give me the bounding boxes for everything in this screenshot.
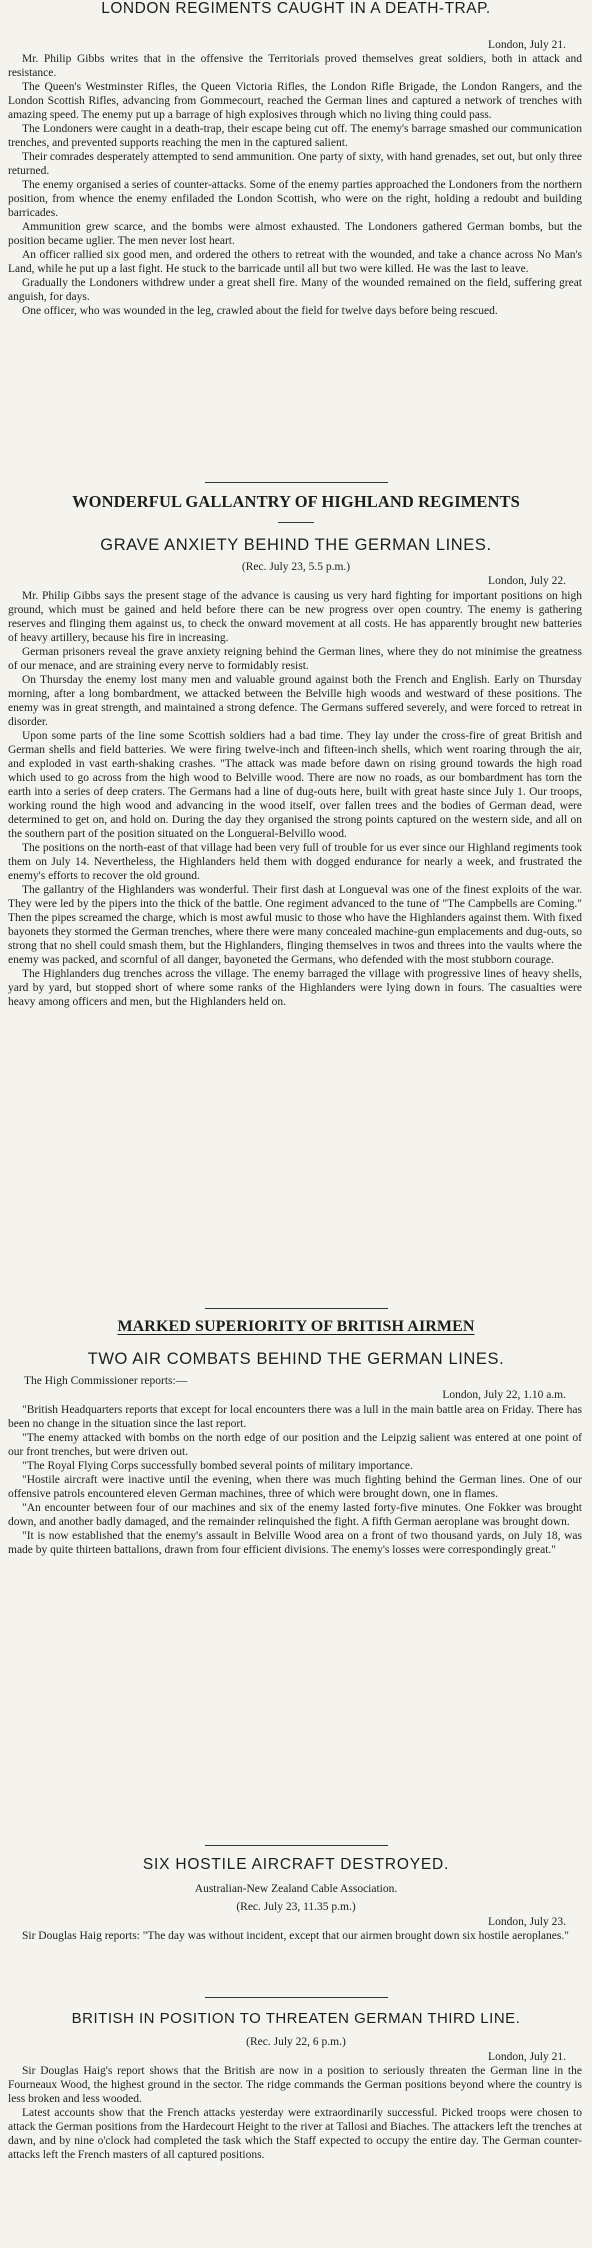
paragraph: Sir Douglas Haig reports: "The day was without incident, except that our airmen brought down six hostile aeroplanes." [22, 1929, 569, 1942]
article-body [8, 1929, 582, 1943]
headline: WONDERFUL GALLANTRY OF HIGHLAND REGIMENTS [72, 492, 520, 511]
paragraph: The enemy organised a series of counter-attacks. Some of the enemy parties approached the Londoners from the northern position, from whence the enemy enfiladed the London Scottish, who were on the right, holding a redoubt and building barricades. [8, 179, 582, 220]
article-british-airmen [0, 1318, 592, 1557]
subheadline: GRAVE ANXIETY BEHIND THE GERMAN LINES. [100, 535, 492, 554]
intro-line: The High Commissioner reports:— [24, 1375, 188, 1388]
paragraph: The gallantry of the Highlanders was wonderful. Their first dash at Longueval was one of the finest exploits of the war. They were led by the pipers into the thick of the battle. One regiment advanced to the tune of "The Campbells are Coming." Then the pipes screamed the charge, which is most awful music to those who have the Highlanders against them. With fixed bayonets they stormed the German trenches, where there were many concealed machine-gun emplacements and dug-outs, so strong that no shell could smash them, but the Highlanders, flinging themselves in twos and threes into the vaults where the enemy was packed, and scornful of all danger, bayoneted the Germans, who defended with the most stubborn courage. [8, 883, 582, 966]
paragraph: German prisoners reveal the grave anxiety reigning behind the German lines, where they do not minimise the greatness of our menace, and are straining every nerve to formidably resist. [8, 645, 582, 672]
paragraph: Gradually the Londoners withdrew under a great shell fire. Many of the wounded remained on the field, suffering great anguish, for days. [8, 277, 582, 304]
paragraph: Upon some parts of the line some Scottish soldiers had a bad time. They lay under the cross-fire of great British and German shells and field batteries. We were firing twelve-inch and fifteen-inch shells, which went roaring through the air, and exploded in vast earth-shaking crashes. "The attack was made before dawn on rising ground towards the high road which used to go across from the high wood to Belville wood. There are now no roads, as our bombardment has torn the earth into a series of deep craters. The Germans had a line of dug-outs here, built with great haste since July 1. Our troops, working round the high wood and advancing in the wood itself, over fallen trees and the bodies of German dead, were determined to get on, and hold on. During the day they organised the strong points captured on the western side, and all on the southern part of the position situated on the Longueral-Belvillo wood. [8, 729, 582, 840]
paragraph: "British Headquarters reports that except for local encounters there was a lull in the main battle area on Friday. There has been no change in the situation since the last report. [8, 1403, 582, 1430]
dateline: London, July 22. [488, 575, 566, 588]
article-six-aircraft [0, 1856, 592, 1943]
paragraph: An officer rallied six good men, and ordered the others to retreat with the wounded, and take a chance across No Man's Land, while he put up a last fight. He stuck to the barricade until all but two were killed. He was the last to leave. [8, 249, 582, 276]
paragraph: "Hostile aircraft were inactive until the evening, when there was much fighting behind the German lines. One of our offensive patrols encountered eleven German machines, three of which were brought down, one in flames. [8, 1473, 582, 1500]
article-body [8, 1403, 582, 1557]
headline: SIX HOSTILE AIRCRAFT DESTROYED. [142, 1856, 450, 1873]
paragraph: On Thursday the enemy lost many men and valuable ground against both the French and English. Early on Thursday morning, after a long bombardment, we attacked between the Belville high woods and westward of these positions. The enemy was in great strength, and maintained a strong defence. The Germans suffered severely, and were forced to retreat in disorder. [8, 673, 582, 728]
intro [24, 1374, 564, 1388]
article-body [8, 589, 582, 1009]
source-line: Australian-New Zealand Cable Association. [194, 1882, 398, 1895]
divider-rule-short [278, 522, 314, 523]
paragraph: The Londoners were caught in a death-trap, their escape being cut off. The enemy's barrage smashed our communication trenches, and prevented supports reaching the men in the captured salient. [8, 123, 582, 150]
paragraph: "An encounter between four of our machines and six of the enemy lasted forty-five minutes. One Fokker was brought down, and another badly damaged, and the remainder relinquished the fight. A fifth German aeroplane was brought down. [8, 1501, 582, 1528]
paragraph: Mr. Philip Gibbs writes that in the offensive the Territorials proved themselves great soldiers, both in attack and resistance. [8, 53, 582, 80]
paragraph: The positions on the north-east of that village had been very full of trouble for us ever since our Highland regiments took them on July 14. Nevertheless, the Highlanders held them with dogged endurance for nearly a week, and frustrated the enemy's efforts to recover the old ground. [8, 841, 582, 882]
divider-rule [205, 1308, 388, 1309]
divider-rule [205, 482, 388, 483]
subheadline: TWO AIR COMBATS BEHIND THE GERMAN LINES. [87, 1350, 505, 1369]
headline: LONDON REGIMENTS CAUGHT IN A DEATH-TRAP. [101, 0, 491, 17]
paragraph: "The Royal Flying Corps successfully bombed several points of military importance. [22, 1459, 413, 1472]
dateline: London, July 21. [488, 38, 566, 51]
article-body [8, 2064, 582, 2162]
dateline: London, July 22, 1.10 a.m. [442, 1389, 566, 1402]
paragraph: "The enemy attacked with bombs on the north edge of our position and the Leipzig salient was entered at one point of our front trenches, but were driven out. [8, 1431, 582, 1458]
received-time: (Rec. July 23, 11.35 p.m.) [236, 1901, 356, 1914]
received-time: (Rec. July 23, 5.5 p.m.) [241, 560, 351, 573]
dateline: London, July 23. [488, 1915, 566, 1928]
paragraph: The Queen's Westminster Rifles, the Queen Victoria Rifles, the London Rifle Brigade, the London Rangers, and the London Scottish Rifles, advancing from Gommecourt, reached the German lines and captured a network of trenches with amazing speed. The enemy put up a barrage of high explosives through which no living thing could pass. [8, 81, 582, 122]
paragraph: Their comrades desperately attempted to send ammunition. One party of sixty, with hand grenades, set out, but only three returned. [8, 151, 582, 178]
paragraph: Ammunition grew scarce, and the bombs were almost exhausted. The Londoners gathered German bombs, but the position became uglier. The men never lost heart. [8, 221, 582, 248]
dateline: London, July 21. [488, 2050, 566, 2063]
paragraph: Mr. Philip Gibbs says the present stage of the advance is causing us very hard fighting for important positions on high ground, which must be gained and held before there can be new progress over open country. The enemy is gathering reserves and flinging them against us, to check the onward movement at all costs. He has apparently brought new batteries of heavy artillery, because his fire in increasing. [8, 589, 582, 644]
article-highland-regiments [0, 493, 592, 1009]
headline: MARKED SUPERIORITY OF BRITISH AIRMEN [117, 1318, 475, 1335]
divider-rule [205, 1845, 388, 1846]
headline: BRITISH IN POSITION TO THREATEN GERMAN THIRD LINE. [71, 2010, 521, 2027]
paragraph: Sir Douglas Haig's report shows that the British are now in a position to seriously threaten the German line in the Fourneaux Wood, the highest ground in the sector. The ridge commands the German positions beyond where the country is less broken and less wooded. [8, 2065, 582, 2105]
paragraph: The Highlanders dug trenches across the village. The enemy barraged the village with progressive lines of heavy shells, yard by yard, but stopped short of where some ranks of the Highlanders were lying down in fours. The casualties were heavy among officers and men, but the Highlanders held on. [8, 967, 582, 1008]
divider-rule [205, 1997, 388, 1998]
paragraph: "It is now established that the enemy's assault in Belville Wood area on a front of two thousand yards, on July 18, was made by quite thirteen battalions, drawn from four efficient divisions. The enemy's losses were correspondingly great." [8, 1529, 582, 1556]
paragraph: One officer, who was wounded in the leg, crawled about the field for twelve days before being rescued. [22, 305, 498, 318]
received-time: (Rec. July 22, 6 p.m.) [246, 2036, 346, 2049]
article-body [8, 52, 582, 318]
paragraph: Latest accounts show that the French attacks yesterday were extraordinarily successful. Picked troops were chosen to attack the German positions from the Hardecourt Height to the river at Tallosi and Biaches. The attackers left the trenches at dawn, and by nine o'clock had completed the task which the Staff expected to occupy the entire day. The German counter-attacks left the French masters of all captured positions. [8, 2107, 582, 2161]
article-third-line [0, 2010, 592, 2162]
article-london-regiments [0, 0, 592, 318]
